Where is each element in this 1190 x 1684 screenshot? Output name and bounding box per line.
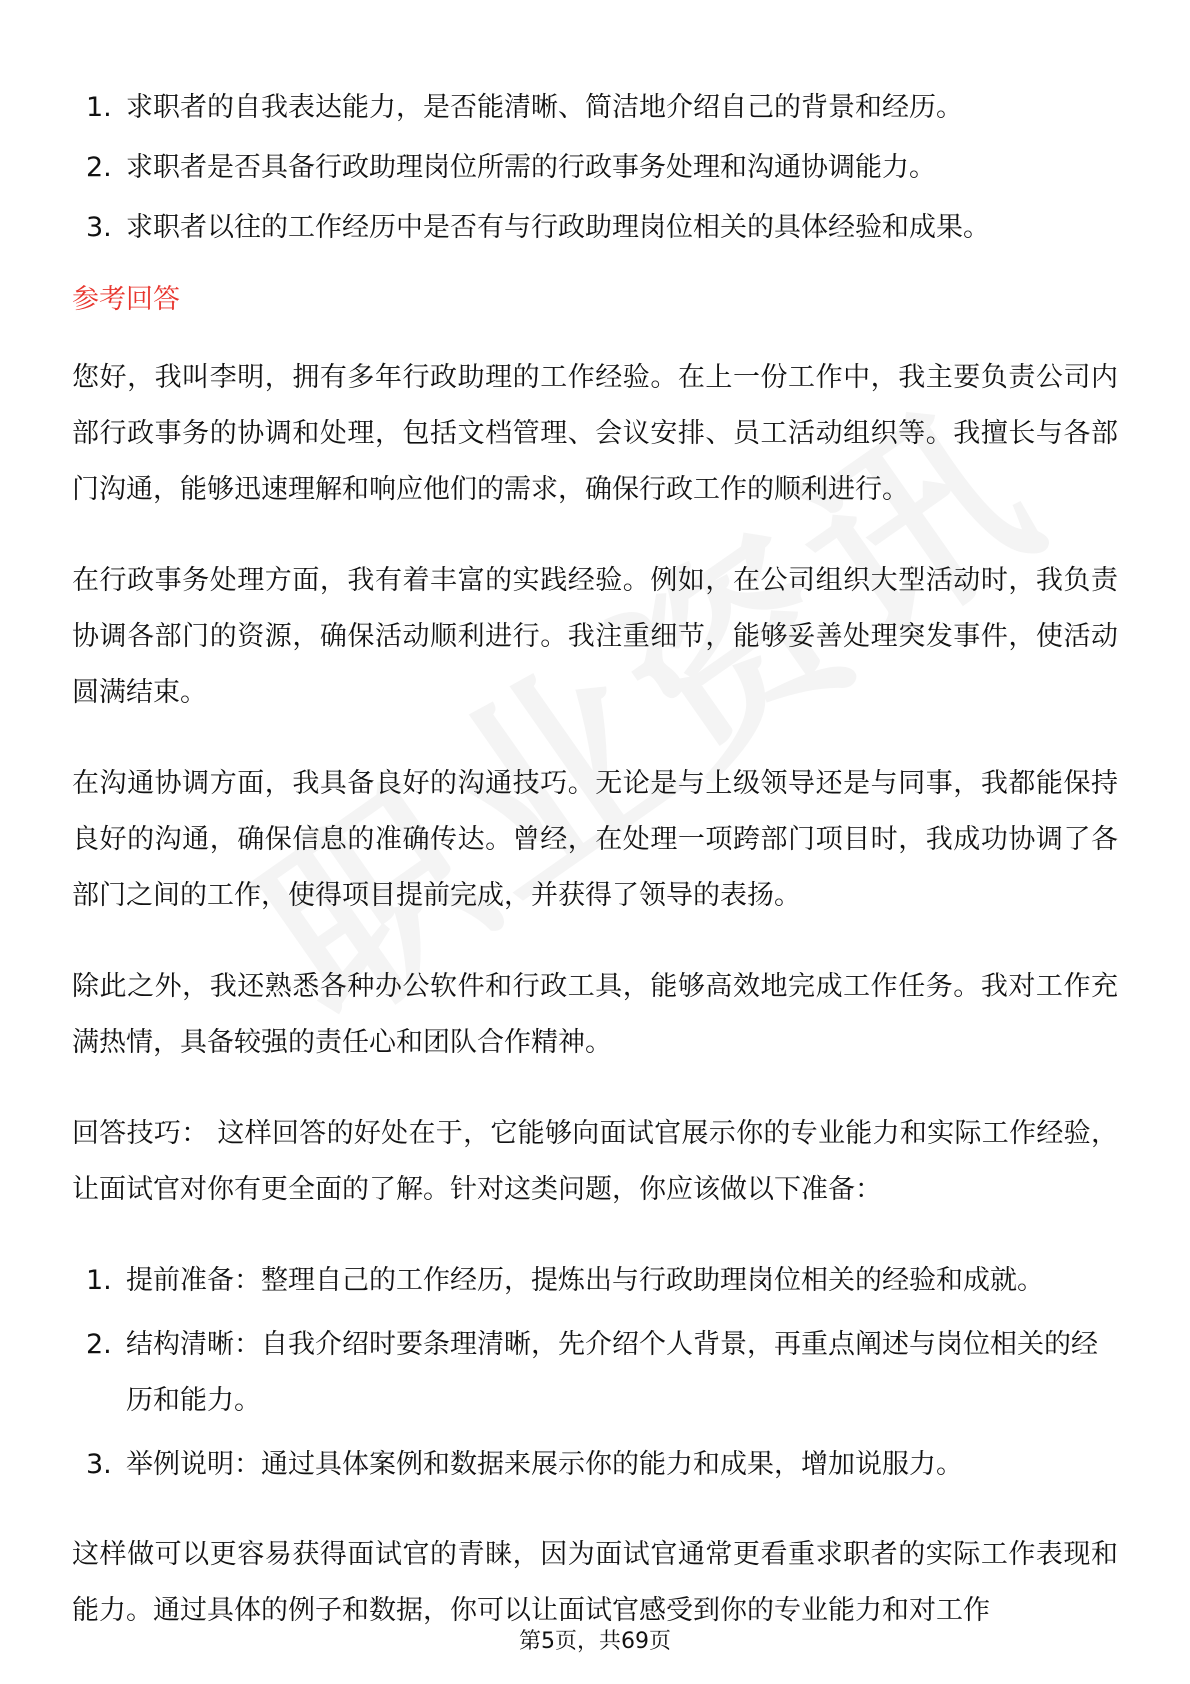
- list-item-text: 提前准备：整理自己的工作经历，提炼出与行政助理岗位相关的经验和成就。: [126, 1265, 1044, 1296]
- list-number: 3.: [86, 1449, 112, 1480]
- section-title-reference-answer: 参考回答: [72, 284, 180, 315]
- answer-tips-paragraph: 回答技巧： 这样回答的好处在于，它能够向面试官展示你的专业能力和实际工作经验，让面试官对你有更全面的了解。针对这类问题，你应该做以下准备：: [72, 1118, 1118, 1205]
- list-item-text: 求职者以往的工作经历中是否有与行政助理岗位相关的具体经验和成果。: [126, 212, 990, 243]
- paragraph: 在沟通协调方面，我具备良好的沟通技巧。无论是与上级领导还是与同事，我都能保持良好的沟通，确保信息的准确传达。曾经，在处理一项跨部门项目时，我成功协调了各部门之间的工作，使得项目提前完成，并获得了领导的表扬。: [72, 768, 1118, 911]
- list-number: 2.: [86, 1329, 112, 1360]
- list-item: [72, 1437, 1118, 1493]
- closing-paragraph: 这样做可以更容易获得面试官的青睐，因为面试官通常更看重求职者的实际工作表现和能力。通过具体的例子和数据，你可以让面试官感受到你的专业能力和对工作: [72, 1539, 1118, 1626]
- evaluation-criteria-list: [72, 80, 1118, 256]
- paragraph: 在行政事务处理方面，我有着丰富的实践经验。例如，在公司组织大型活动时，我负责协调各部门的资源，确保活动顺利进行。我注重细节，能够妥善处理突发事件，使活动圆满结束。: [72, 565, 1118, 708]
- list-item: [72, 1253, 1118, 1309]
- list-item-text: 求职者是否具备行政助理岗位所需的行政事务处理和沟通协调能力。: [126, 152, 936, 183]
- list-item: [72, 140, 1118, 196]
- preparation-tips-list: [72, 1253, 1118, 1493]
- page-content: [72, 80, 1118, 1674]
- list-item-text: 结构清晰：自我介绍时要条理清晰，先介绍个人背景，再重点阐述与岗位相关的经历和能力。: [126, 1329, 1098, 1416]
- list-item-text: 求职者的自我表达能力，是否能清晰、简洁地介绍自己的背景和经历。: [126, 92, 963, 123]
- paragraph: 您好，我叫李明，拥有多年行政助理的工作经验。在上一份工作中，我主要负责公司内部行政事务的协调和处理，包括文档管理、会议安排、员工活动组织等。我擅长与各部门沟通，能够迅速理解和响应他们的需求，确保行政工作的顺利进行。: [72, 362, 1118, 505]
- list-number: 2.: [86, 152, 112, 183]
- list-number: 3.: [86, 212, 112, 243]
- list-item: [72, 1317, 1118, 1429]
- page-number-footer: 第5页，共69页: [519, 1629, 671, 1654]
- paragraph: 除此之外，我还熟悉各种办公软件和行政工具，能够高效地完成工作任务。我对工作充满热情，具备较强的责任心和团队合作精神。: [72, 971, 1118, 1058]
- list-item-text: 举例说明：通过具体案例和数据来展示你的能力和成果，增加说服力。: [126, 1449, 963, 1480]
- list-number: 1.: [86, 92, 112, 123]
- list-number: 1.: [86, 1265, 112, 1296]
- list-item: [72, 200, 1118, 256]
- list-item: [72, 80, 1118, 136]
